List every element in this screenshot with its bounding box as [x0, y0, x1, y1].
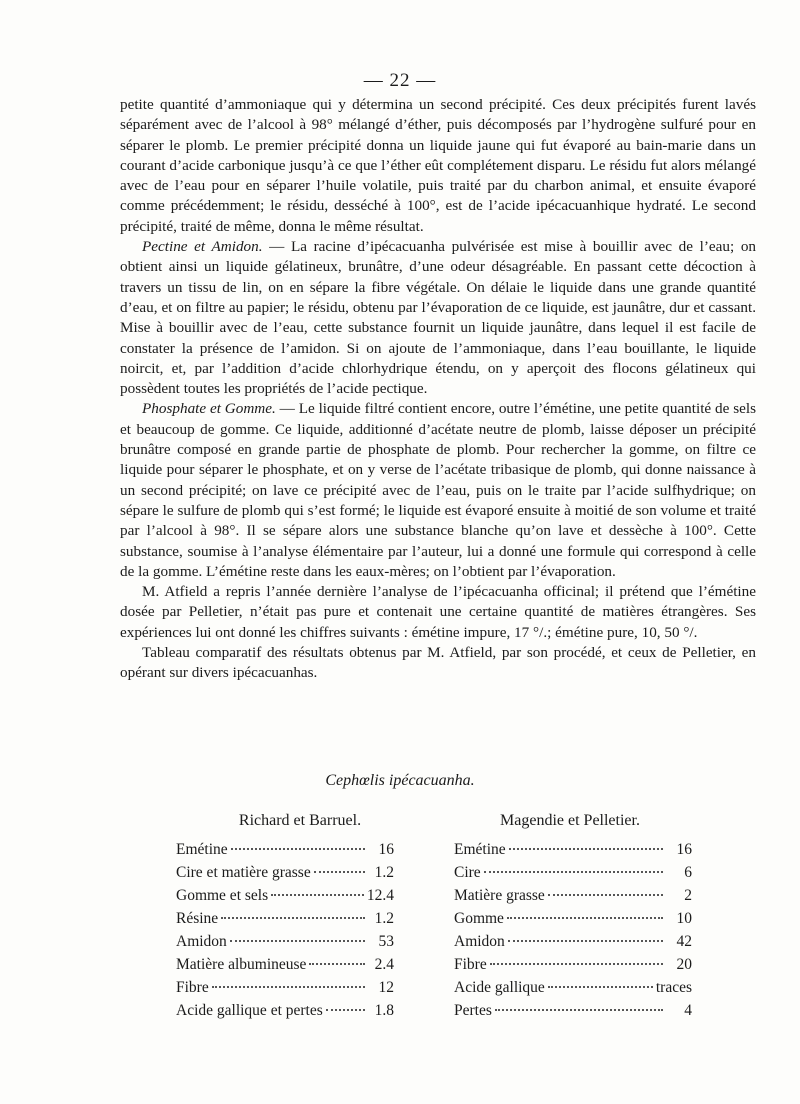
row-label: Cire	[454, 864, 481, 881]
table-row	[176, 884, 394, 907]
leader-dots	[309, 963, 365, 965]
row-label: Emétine	[454, 841, 506, 858]
leader-dots	[271, 894, 364, 896]
table-row	[454, 838, 692, 861]
row-value: 16	[676, 841, 692, 858]
leader-dots	[507, 917, 663, 919]
table-row	[176, 999, 394, 1022]
leader-dots	[326, 1009, 365, 1011]
row-value: traces	[655, 979, 692, 996]
leader-dots	[508, 940, 663, 942]
leader-dots	[231, 848, 365, 850]
phosphate-paragraph	[120, 399, 756, 582]
table-row	[176, 838, 394, 861]
row-value: 4	[684, 1002, 692, 1019]
right-composition-table	[454, 838, 692, 1022]
row-label: Cire et matière grasse	[176, 864, 311, 881]
left-column-header: Richard et Barruel.	[238, 812, 362, 829]
phosphate-heading: Phosphate et Gomme.	[142, 400, 276, 418]
row-label: Fibre	[176, 979, 209, 996]
row-value: 2.4	[374, 956, 394, 973]
leader-dots	[484, 871, 663, 873]
table-row	[454, 907, 692, 930]
table-row	[176, 861, 394, 884]
row-value: 16	[378, 841, 394, 858]
row-label: Acide gallique et pertes	[176, 1002, 323, 1019]
row-value: 6	[684, 864, 692, 881]
phosphate-text: — Le liquide filtré contient encore, outre l’émétine, une petite quantité de sels et beaucoup de gomme. Ce liquide, additionné d’acétate neutre de plomb, laisse déposer un précipité brunâtre composé en grande partie de phosphate de plomb. Pour rechercher la gomme, on filtre ce liquide pour séparer le phosphate, et on y verse de l’acétate tribasique de plomb, qui donne naissance à un second précipité; on lave ce précipité avec de l’eau, puis on le traite par l’acide sulfhydrique; on sépare le sulfure de plomb qui s’est formé; le liquide est évaporé ensuite à moitié de son volume et traité par l’alcool à 98°. Il se sépare alors une substance blanche qu’on lave et dessèche à 100°. Cette substance, soumise à l’analyse élémentaire par l’auteur, lui a donné une formule qui correspond à celle de la gomme. L’émétine reste dans les eaux-mères; on l’obtient par l’évaporation.	[120, 400, 756, 580]
row-value: 1.2	[374, 910, 394, 927]
table-row	[454, 884, 692, 907]
table-row	[454, 999, 692, 1022]
row-label: Fibre	[454, 956, 487, 973]
table-title: Cephœlis ipécacuanha.	[325, 772, 475, 789]
table-row	[454, 976, 692, 999]
leader-dots	[495, 1009, 663, 1011]
pectine-heading: Pectine et Amidon.	[142, 238, 263, 256]
atfield-paragraph: M. Atfield a repris l’année dernière l’analyse de l’ipécacuanha officinal; il prétend que l’émétine dosée par Pelletier, n’était pas pure et contenait une certaine quantité de matières étrangères. Ses expériences lui ont donné les chiffres suivants : émétine impure, 17 °/.; émétine pure, 10, 50 °/.	[120, 583, 756, 641]
table-row	[176, 907, 394, 930]
table-row	[176, 930, 394, 953]
right-column-header: Magendie et Pelletier.	[500, 812, 640, 829]
row-value: 42	[676, 933, 692, 950]
leader-dots	[230, 940, 365, 942]
page-number: — 22 —	[363, 70, 437, 91]
intro-paragraph: petite quantité d’ammoniaque qui y détermina un second précipité. Ces deux précipités furent lavés séparément avec de l’alcool à 98° mélangé d’éther, puis décomposés par l’hydrogène sulfuré pour en séparer le plomb. Le premier précipité donna un liquide jaune qui fut évaporé au bain-marie dans un courant d’acide carbonique jusqu’à ce que l’éther eût complétement disparu. Le résidu fut alors mélangé avec de l’eau pour en séparer l’huile volatile, puis traité par du charbon animal, et ensuite évaporé comme précédemment; le résidu, desséché à 100°, est de l’acide ipécacuanhique hydraté. Le second précipité, traité de même, donna le même résultat.	[120, 96, 756, 235]
row-value: 10	[676, 910, 692, 927]
leader-dots	[221, 917, 365, 919]
tableau-paragraph: Tableau comparatif des résultats obtenus par M. Atfield, par son procédé, et ceux de Pelletier, en opérant sur divers ipécacuanhas.	[120, 644, 756, 682]
row-label: Acide gallique	[454, 979, 545, 996]
table-row	[176, 976, 394, 999]
row-value: 12	[378, 979, 394, 996]
table-row	[454, 930, 692, 953]
table-row	[454, 953, 692, 976]
leader-dots	[490, 963, 663, 965]
row-label: Emétine	[176, 841, 228, 858]
row-value: 20	[676, 956, 692, 973]
table-row	[454, 861, 692, 884]
pectine-text: — La racine d’ipécacuanha pulvérisée est mise à bouillir avec de l’eau; on obtient ainsi un liquide gélatineux, brunâtre, d’une odeur désagréable. En passant cette décoction à travers un tissu de lin, on en sépare la fibre végétale. On délaie le liquide dans une grande quantité d’eau, et on filtre au papier; le résidu, obtenu par l’évaporation de ce liquide, est jaunâtre, dur et cassant. Mise à bouillir avec de l’eau, cette substance fournit un liquide jaunâtre, dans lequel il est facile de constater la présence de l’amidon. Si on ajoute de l’ammoniaque, dans l’eau bouillante, le liquide noircit, et, par l’addition d’acide chlorhydrique étendu, on y aperçoit des flocons gélatineux qui possèdent toutes les propriétés de l’acide pectique.	[120, 238, 757, 398]
row-value: 1.2	[374, 864, 394, 881]
row-value: 12.4	[366, 887, 394, 904]
leader-dots	[509, 848, 663, 850]
leader-dots	[548, 986, 653, 988]
leader-dots	[548, 894, 663, 896]
leader-dots	[212, 986, 365, 988]
pectine-paragraph	[120, 237, 756, 399]
row-value: 1.8	[374, 1002, 394, 1019]
row-label: Résine	[176, 910, 219, 927]
row-label: Amidon	[176, 933, 227, 950]
row-label: Matière grasse	[454, 887, 545, 904]
row-value: 2	[684, 887, 692, 904]
row-value: 53	[378, 933, 394, 950]
left-composition-table	[176, 838, 394, 1022]
row-label: Pertes	[454, 1002, 492, 1019]
leader-dots	[314, 871, 365, 873]
row-label: Gomme et sels	[176, 887, 269, 904]
row-label: Gomme	[454, 910, 504, 927]
row-label: Matière albumineuse	[176, 956, 307, 973]
table-row	[176, 953, 394, 976]
body-text	[120, 95, 756, 684]
row-label: Amidon	[454, 933, 505, 950]
